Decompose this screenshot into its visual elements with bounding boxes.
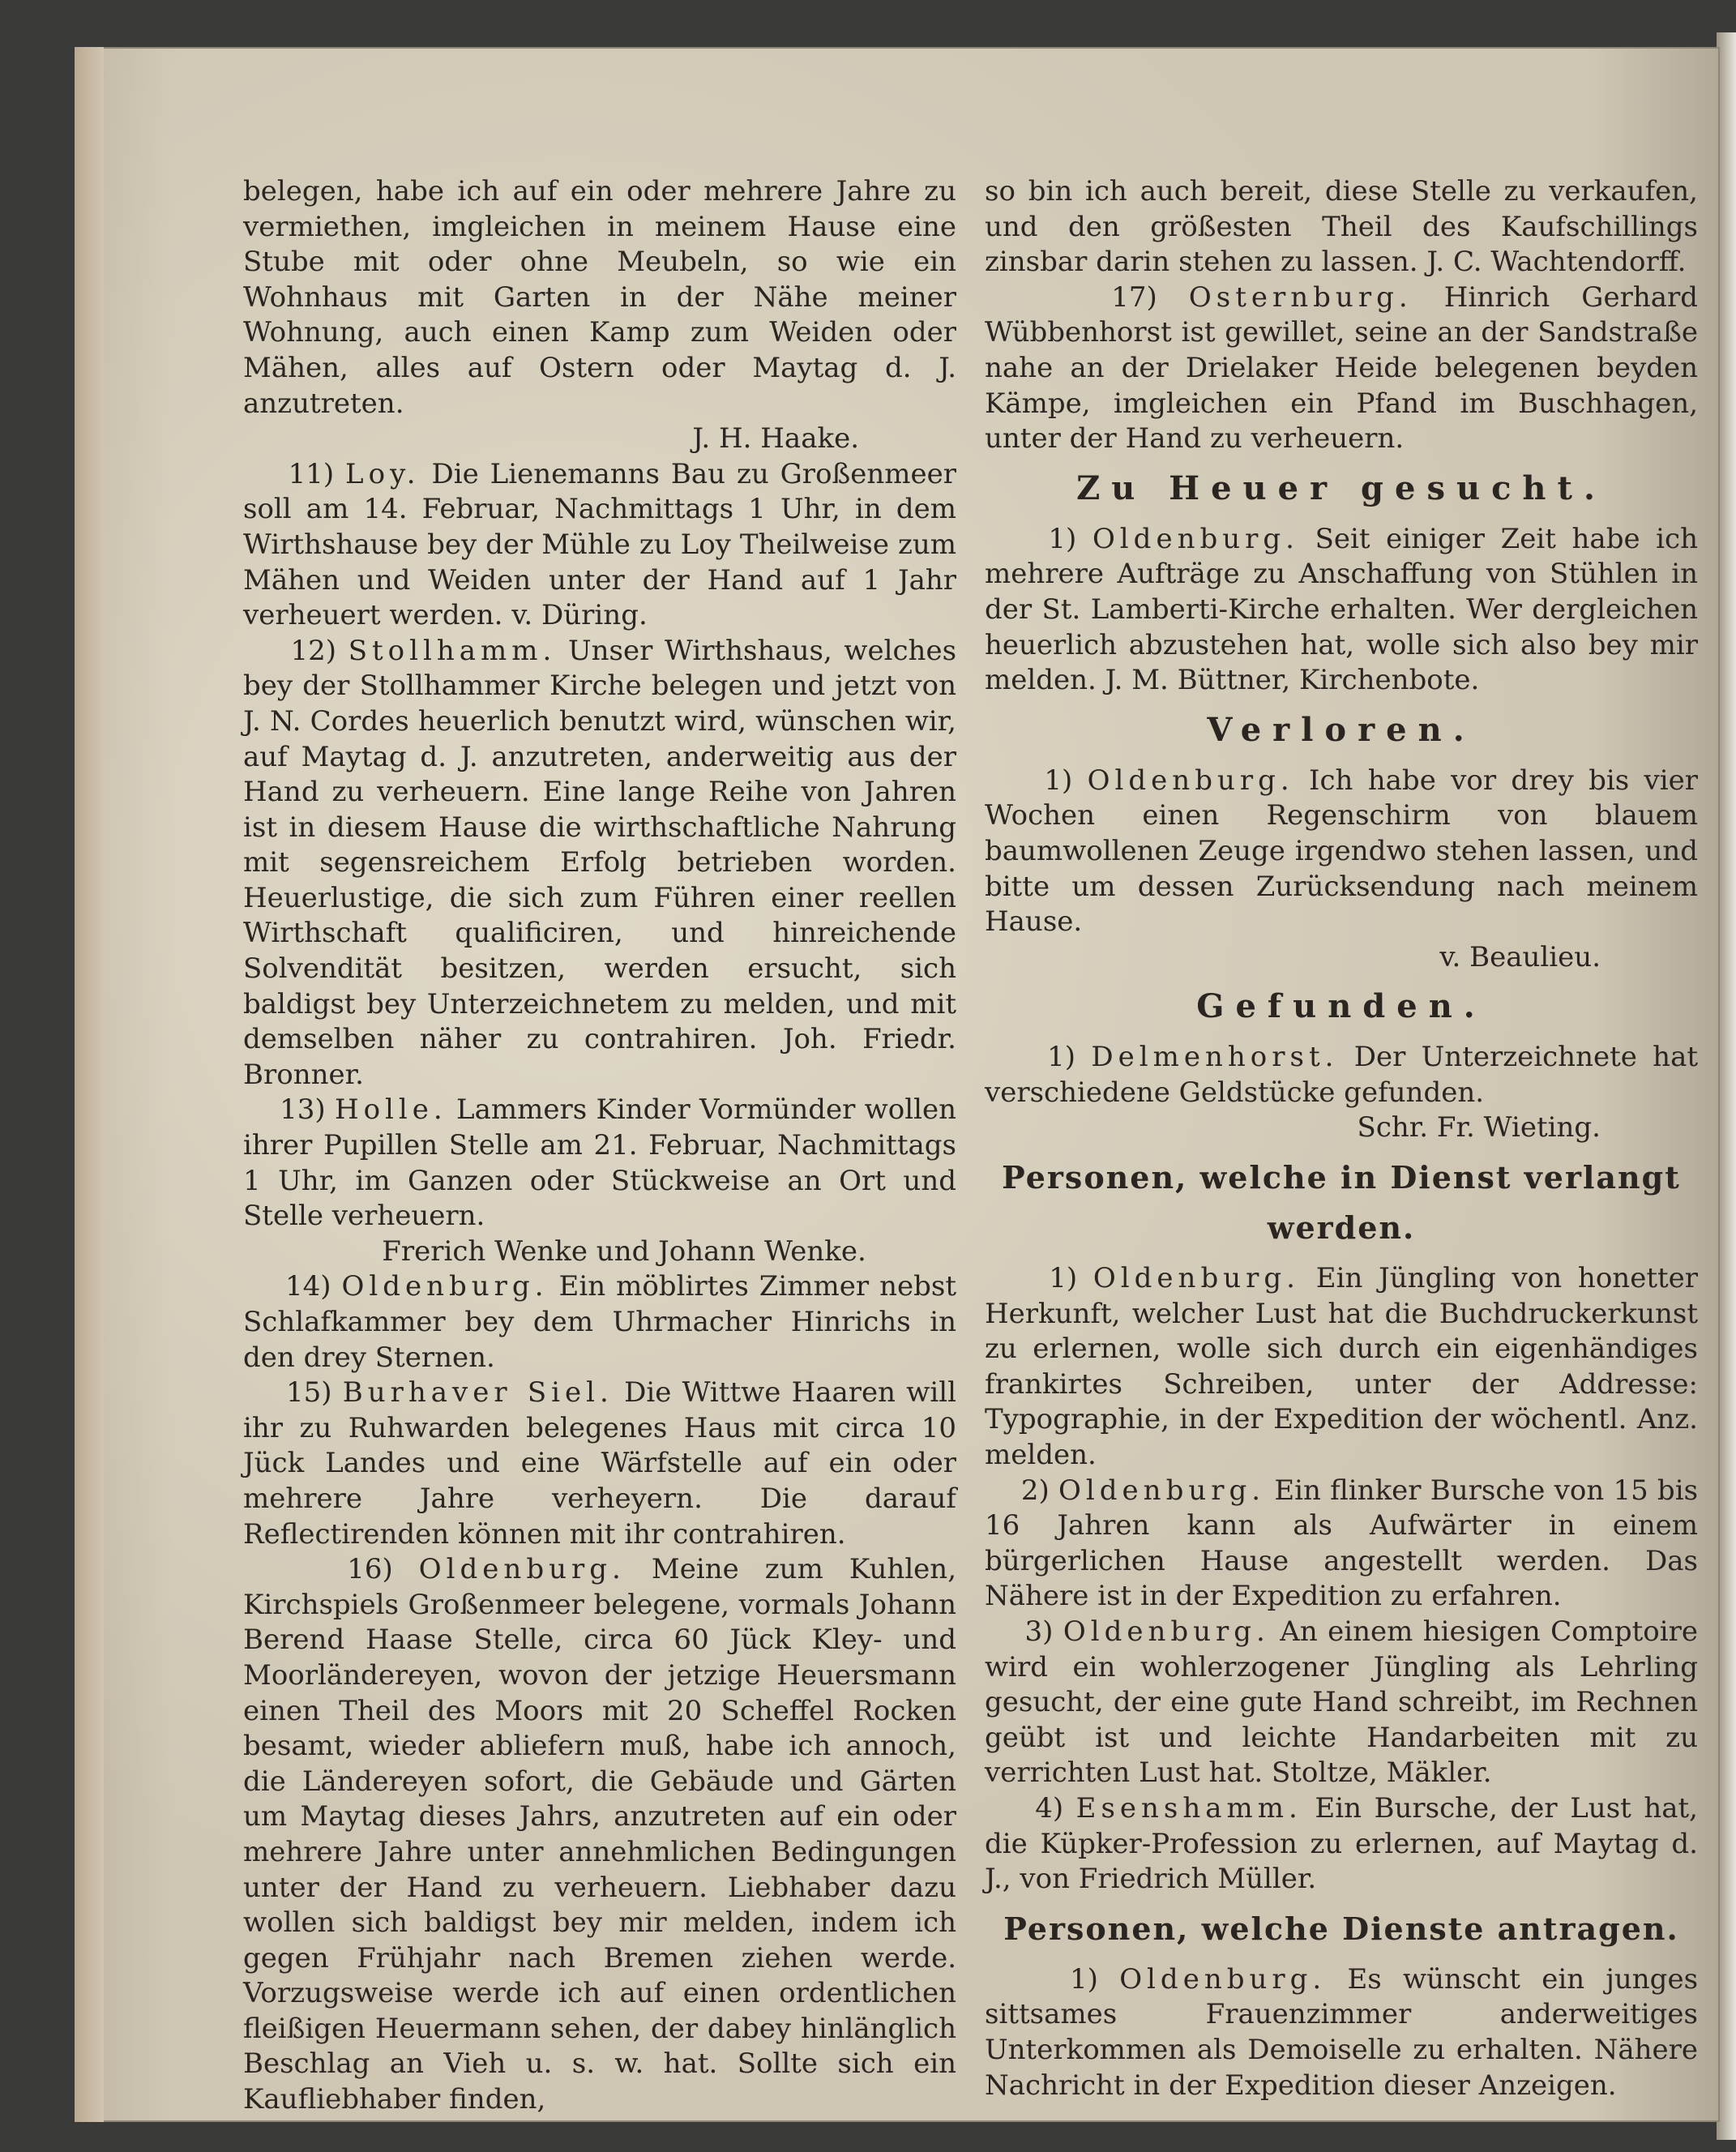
notice-place: Stollhamm. xyxy=(348,634,557,667)
lost-notice-1 xyxy=(985,764,1698,940)
notice-text: An einem hiesigen Comptoire wird ein wohlerzogener Jüngling als Lehrling gesucht, der eine gute Hand schreibt, im Rechnen geübt ist und leichte Handarbeiten mit zu verrichten Lust hat. Stoltze, Mäkler. xyxy=(985,1615,1698,1790)
notice-place: Esenshamm. xyxy=(1075,1791,1302,1825)
notice-text: Die Wittwe Haaren will ihr zu Ruhwarden belegenes Haus mit circa 10 Jück Landes und eine Wärfstelle auf ein oder mehrere Jahre verheyern. Die darauf Reflectirenden können mit ihr contrahiren. xyxy=(243,1376,957,1551)
notice-12 xyxy=(243,634,956,1093)
notice-number: 3) xyxy=(1024,1615,1054,1648)
notice-place: Osternburg. xyxy=(1188,280,1413,314)
notice-place: Oldenburg. xyxy=(418,1553,626,1586)
notice-number: 1) xyxy=(1049,1262,1078,1295)
notice-number: 17) xyxy=(1111,280,1157,314)
notice-number: 1) xyxy=(1048,522,1077,555)
signature-wieting: Schr. Fr. Wieting. xyxy=(1357,1111,1601,1144)
section-heading-verloren: Verloren. xyxy=(1207,710,1476,749)
notice-13 xyxy=(243,1093,956,1234)
notice-text: Ein Jüngling von honetter Herkunft, welcher Lust hat die Buchdruckerkunst zu erlernen, wolle sich durch ein eigenhändiges frankirtes Schreiben, unter der Addresse: Typographie, in der Expedition der wöchentl. Anz. melden. xyxy=(985,1262,1699,1472)
signature-beaulieu: v. Beaulieu. xyxy=(1439,940,1601,973)
notice-place: Delmenhorst. xyxy=(1091,1041,1339,1074)
signature-wenke: Frerich Wenke und Johann Wenke. xyxy=(382,1234,866,1268)
notice-16-continued: so bin ich auch bereit, diese Stelle zu verkaufen, und den größesten Theil des Kaufschillings zinsbar darin stehen zu lassen. J. C. Wachtendorff. xyxy=(985,175,1698,279)
notice-11 xyxy=(243,457,956,634)
notice-text: Ein möblirtes Zimmer nebst Schlafkammer bey dem Uhrmacher Hinrichs in den drey Sternen. xyxy=(243,1270,957,1374)
notice-number: 13) xyxy=(280,1093,326,1127)
notice-text: Ein flinker Bursche von 15 bis 16 Jahren kann als Aufwärter in einem bürgerlichen Hause angestellt werden. Das Nähere ist in der Expedition zu erfahren. xyxy=(985,1474,1699,1613)
section-heading-dienst-verlangt: Personen, welche in Dienst verlangt werden. xyxy=(1002,1159,1681,1247)
notice-place: Oldenburg. xyxy=(1119,1962,1327,1996)
notice-text: Lammers Kinder Vormünder wollen ihrer Pupillen Stelle am 21. Februar, Nachmittags 1 Uhr, im Ganzen oder Stückweise an Ort und Stelle verheuern. xyxy=(243,1093,956,1233)
notice-number: 2) xyxy=(1020,1474,1050,1507)
section-heading-gefunden: Gefunden. xyxy=(1196,987,1486,1026)
notice-continued: belegen, habe ich auf ein oder mehrere Jahre zu vermiethen, imgleichen in meinem Hause eine Stube mit oder ohne Meubeln, so wie ein Wohnhaus mit Garten in der Nähe meiner Wohnung, auch einen Kamp zum Weiden oder Mähen, alles auf Ostern oder Maytag d. J. anzutreten. xyxy=(243,175,956,420)
notice-number: 4) xyxy=(1035,1791,1064,1825)
found-notice-1 xyxy=(985,1040,1698,1110)
right-column xyxy=(985,174,1698,2103)
service-wanted-4 xyxy=(985,1791,1698,1897)
left-column xyxy=(243,174,956,2118)
notice-place: Oldenburg. xyxy=(341,1270,549,1303)
notice-place: Oldenburg. xyxy=(1092,1262,1300,1295)
notice-place: Burhaver Siel. xyxy=(342,1376,614,1410)
notice-number: 1) xyxy=(1070,1962,1098,1996)
notice-number: 1) xyxy=(1047,1041,1076,1074)
notice-number: 12) xyxy=(290,634,337,667)
notice-14 xyxy=(243,1269,956,1375)
page-gutter-edge xyxy=(75,47,104,2122)
notice-number: 14) xyxy=(284,1270,331,1303)
notice-17 xyxy=(985,280,1698,457)
notice-number: 11) xyxy=(288,457,335,490)
notice-text: Ein Bursche, der Lust hat, die Küpker-Profession zu erlernen, auf Maytag d. J., von Friedrich Müller. xyxy=(985,1791,1698,1896)
notice-place: Loy. xyxy=(345,457,421,490)
notice-text: Ich habe vor drey bis vier Wochen einen Regenschirm von blauem baumwollenen Zeuge irgendwo stehen lassen, und bitte um dessen Zurücksendung nach meinem Hause. xyxy=(985,764,1699,939)
signature-haake: J. H. Haake. xyxy=(692,422,859,456)
notice-text: Es wünscht ein junges sittsames Frauenzimmer anderweitiges Unterkommen als Demoiselle zu erhalten. Nähere Nachricht in der Expedition dieser Anzeigen. xyxy=(985,1962,1699,2102)
notice-place: Holle. xyxy=(334,1093,447,1127)
notice-text: Die Lienemanns Bau zu Großenmeer soll am 14. Februar, Nachmittags 1 Uhr, in dem Wirthshause bey der Mühle zu Loy Theilweise zum Mähen und Weiden unter der Hand auf 1 Jahr verheuert werden. v. Düring. xyxy=(243,457,956,632)
service-wanted-1 xyxy=(985,1261,1698,1474)
wanted-notice-1 xyxy=(985,522,1698,699)
service-wanted-2 xyxy=(985,1474,1698,1615)
section-heading-zu-heuer-gesucht: Zu Heuer gesucht. xyxy=(1076,468,1606,507)
notice-16 xyxy=(243,1552,956,2118)
notice-number: 16) xyxy=(347,1553,393,1586)
notice-text: Meine zum Kuhlen, Kirchspiels Großenmeer belegene, vormals Johann Berend Haase Stelle, circa 60 Jück Kley- und Moorländereyen, wovon der jetzige Heuersmann einen Theil des Moors mit 20 Scheffel Rocken besamt, wieder abliefern muß, habe ich annoch, die Ländereyen sofort, die Gebäude und Gärten um Maytag dieses Jahrs, anzutreten auf ein oder mehrere Jahre unter annehmlichen Bedingungen unter der Hand zu verheuern. Liebhaber dazu wollen sich baldigst bey mir melden, indem ich gegen Frühjahr nach Bremen ziehen werde. Vorzugsweise werde ich auf einen ordentlichen fleißigen Heuermann sehen, der dabey hinlänglich Beschlag an Vieh u. s. w. hat. Sollte sich ein Kaufliebhaber finden, xyxy=(243,1553,957,2116)
section-heading-dienste-antragen: Personen, welche Dienste antragen. xyxy=(1003,1910,1679,1947)
service-wanted-3 xyxy=(985,1615,1698,1791)
service-offered-1 xyxy=(985,1962,1698,2103)
notice-text: Der Unterzeichnete hat verschiedene Geldstücke gefunden. xyxy=(985,1041,1698,1109)
notice-place: Oldenburg. xyxy=(1063,1615,1270,1648)
notice-number: 15) xyxy=(285,1376,332,1410)
notice-text: Seit einiger Zeit habe ich mehrere Aufträge zu Anschaffung von Stühlen in der St. Lamberti-Kirche erhalten. Wer dergleichen heuerlich abzustehen hat, wolle sich also bey mir melden. J. M. Büttner, Kirchenbote. xyxy=(985,522,1698,697)
notice-place: Oldenburg. xyxy=(1092,522,1299,555)
notice-text: Hinrich Gerhard Wübbenhorst ist gewillet, seine an der Sandstraße nahe an der Drielaker Heide belegenen beyden Kämpe, imgleichen ein Pfand im Buschhagen, unter der Hand zu verheuern. xyxy=(985,280,1699,456)
notice-place: Oldenburg. xyxy=(1087,764,1294,797)
notice-text: Unser Wirthshaus, welches bey der Stollhammer Kirche belegen und jetzt von J. N. Cordes heuerlich benutzt wird, wünschen wir, auf Maytag d. J. anzutreten, anderweitig aus der Hand zu verheuern. Eine lange Reihe von Jahren ist in diesem Hause die wirthschaftliche Nahrung mit segensreichem Erfolg betrieben worden. Heuerlustige, die sich zum Führen einer reellen Wirthschaft qualificiren, und hinreichende Solvendität besitzen, werden ersucht, sich baldigst bey Unterzeichnetem zu melden, und mit demselben näher zu contrahiren. Joh. Friedr. Bronner. xyxy=(243,634,957,1091)
notice-15 xyxy=(243,1375,956,1552)
notice-number: 1) xyxy=(1044,764,1073,797)
notice-place: Oldenburg. xyxy=(1058,1474,1266,1507)
